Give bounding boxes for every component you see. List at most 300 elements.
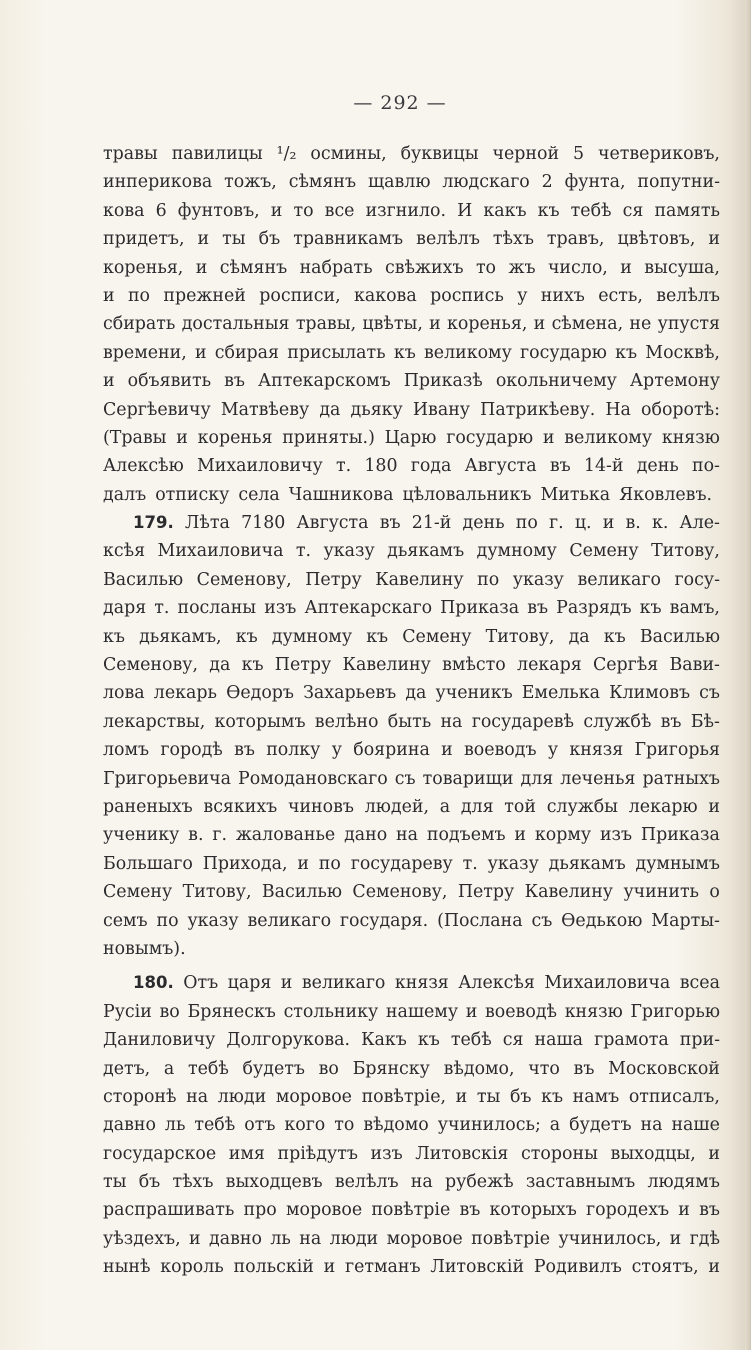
word: времени, (103, 342, 187, 363)
word: указу (187, 910, 239, 931)
word: 7180 (241, 513, 286, 534)
word: черной (492, 144, 560, 164)
word: все (324, 200, 355, 221)
word: ломъ (103, 740, 150, 761)
word: Семену (569, 541, 639, 562)
word: съ (699, 683, 720, 704)
text-line (103, 623, 720, 651)
word: сторонѣ (103, 1086, 177, 1107)
word: пріѣдутъ (277, 1143, 358, 1164)
word: т. (295, 541, 312, 562)
word: Приказа (640, 825, 720, 846)
word: ученику (103, 825, 180, 846)
word: На (605, 399, 631, 420)
word: воеводъ (463, 740, 537, 761)
word: т. (335, 456, 352, 477)
word: и (602, 513, 615, 534)
word: Василью (261, 882, 343, 903)
word: стоятъ, (631, 1257, 699, 1278)
word: повѣтріе, (361, 1086, 447, 1107)
word: и (197, 229, 210, 250)
word: Петру (274, 655, 332, 676)
word: рубежѣ (444, 1172, 514, 1193)
document-body (103, 140, 720, 1282)
word: а (439, 796, 451, 817)
word: отписку (155, 484, 230, 505)
word: Литовскій (430, 1257, 525, 1278)
word: Родивилъ (533, 1257, 622, 1278)
word: службѣ (583, 711, 652, 732)
word: наше (671, 1115, 720, 1136)
word: бъ (138, 1172, 161, 1193)
word: что (528, 1058, 560, 1079)
word: и (708, 796, 720, 817)
word: и (195, 257, 208, 278)
word: сѣмянъ (219, 257, 288, 278)
word: 6 (155, 200, 167, 221)
text-line (103, 998, 720, 1026)
word: Титову, (182, 882, 252, 903)
word: распрашивать (103, 1200, 235, 1221)
text-line (103, 935, 720, 963)
text-line (103, 1225, 720, 1253)
word: Ивану (412, 399, 471, 420)
text-line (103, 452, 720, 480)
word: службы (546, 796, 619, 817)
word: лекаря (517, 655, 582, 676)
word: ц. (574, 513, 592, 534)
word: Але- (679, 513, 720, 534)
word: Семену (402, 626, 472, 647)
text-line (103, 1083, 720, 1111)
word: да (568, 626, 590, 647)
word: при- (679, 1030, 720, 1051)
word: въ (660, 711, 682, 732)
word: великому (423, 342, 512, 363)
text-line (103, 1168, 720, 1196)
word: къ (417, 1030, 440, 1051)
word: Петру (305, 569, 362, 590)
word: Сергѣя (592, 655, 659, 676)
word: давно (209, 1228, 262, 1249)
word: Сергѣевичу (103, 399, 211, 420)
word: да (405, 683, 427, 704)
text-line (103, 878, 720, 906)
word: тебѣ (450, 1030, 492, 1051)
word: Климовъ (609, 683, 691, 704)
text-line (103, 396, 720, 424)
word: буквицы (400, 144, 479, 164)
entry-number: 179. (133, 513, 174, 533)
text-line (103, 140, 720, 168)
word: гдѣ (689, 1228, 720, 1249)
word: чиновъ (287, 796, 354, 817)
word: даря (103, 598, 147, 619)
text-line (103, 850, 720, 878)
word: попутни- (637, 172, 720, 193)
word: велѣлъ (656, 285, 720, 306)
word: въ (234, 740, 255, 761)
word: сбирать (103, 314, 176, 335)
word: а (163, 1058, 175, 1079)
text-line (103, 339, 720, 367)
word: Разрядъ (556, 598, 632, 619)
text-line (103, 594, 720, 622)
word: память (654, 200, 720, 221)
word: объявить (127, 371, 212, 392)
word: тебѣ (570, 200, 612, 221)
word: будетъ (242, 1058, 305, 1079)
text-line (103, 651, 720, 679)
word: нашему (385, 1001, 459, 1022)
word: и (194, 342, 207, 363)
word: и (297, 853, 309, 874)
word: дано (344, 825, 388, 846)
word: заставнымъ (525, 1172, 636, 1193)
word: число, (547, 257, 608, 278)
word: у (331, 740, 342, 761)
text-line (103, 1026, 720, 1054)
word: государеву (350, 853, 453, 874)
word: 180 (364, 456, 398, 477)
word: о (709, 882, 720, 903)
word: и (669, 1228, 682, 1249)
word: выходцы, (610, 1143, 696, 1164)
text-line (103, 168, 720, 196)
word: стороны (521, 1143, 598, 1164)
text-line (103, 1253, 720, 1281)
word: ся (502, 1030, 524, 1051)
word: 14-й (583, 456, 624, 477)
word: Ѳедоръ (226, 683, 294, 704)
word: на (410, 1172, 433, 1193)
word: которыхъ (489, 1200, 577, 1221)
word: Какъ (361, 1030, 407, 1051)
word: роспись (430, 285, 504, 306)
word: Артемону (629, 371, 720, 392)
word: къ (541, 1086, 564, 1107)
word: изъ (599, 825, 633, 846)
word: въ (527, 598, 549, 619)
word: тебѣ (194, 1115, 236, 1136)
word: къ (615, 342, 638, 363)
word: Титову, (651, 541, 720, 562)
entry-180-first-line (103, 969, 720, 997)
word: свѣжихъ (385, 257, 464, 278)
word: по (318, 853, 341, 874)
text-line (103, 679, 720, 707)
text-line (103, 1111, 720, 1139)
word: по- (691, 456, 720, 477)
word: фунтовъ, (177, 200, 260, 221)
word: къ (103, 626, 125, 647)
word: не (629, 314, 652, 335)
word: учинилось; (437, 1115, 541, 1136)
word: великаго (301, 973, 386, 994)
word: Отъ (183, 973, 219, 994)
word: фунта, (564, 172, 626, 193)
word: семъ (103, 910, 148, 931)
word: государю (520, 342, 607, 363)
text-line (103, 367, 720, 395)
word: людямъ (647, 1172, 720, 1193)
word: у (517, 285, 528, 306)
word: леченья (560, 768, 636, 789)
word: Москвѣ, (645, 342, 720, 363)
word: цвѣтовъ, (617, 229, 696, 250)
word: бъ (509, 1086, 532, 1107)
word: къ (366, 626, 389, 647)
word: а (549, 1115, 561, 1136)
text-line (103, 424, 720, 452)
word: упустя (657, 314, 720, 335)
word: инперикова (103, 172, 213, 193)
word: достальныя (181, 314, 290, 335)
text-line (103, 1055, 720, 1083)
word: и (533, 314, 546, 335)
word: окольничему (495, 371, 617, 392)
word: ученикъ (435, 683, 513, 704)
word: сбирая (214, 342, 280, 363)
word: грамота (594, 1030, 669, 1051)
word: по (515, 513, 538, 534)
word: то (293, 200, 314, 221)
word: боярина (353, 740, 430, 761)
word: наша (534, 1030, 584, 1051)
text-line (103, 225, 720, 253)
word: къ (235, 626, 258, 647)
text-line (103, 736, 720, 764)
word: г. (212, 825, 227, 846)
text-line (103, 282, 720, 310)
word: указу (487, 853, 539, 874)
text-line (103, 537, 720, 565)
word: лекарствы, (103, 711, 206, 732)
word: кова (103, 200, 145, 221)
word: да (319, 399, 341, 420)
word: да (209, 655, 231, 676)
word: вѣдомо (363, 1115, 429, 1136)
word: великому (564, 427, 653, 448)
word: польскій (233, 1257, 314, 1278)
word: дьякамъ (387, 541, 465, 562)
page-number: — 292 — (353, 92, 447, 114)
word: Семенову, (352, 882, 448, 903)
word: уѣздехъ, (103, 1228, 181, 1249)
word: для (460, 796, 494, 817)
word: Царю (384, 427, 437, 448)
text-line (103, 197, 720, 225)
word: Семенову, (196, 569, 292, 590)
word: Августа (464, 456, 537, 477)
word: Долгорукова. (226, 1030, 351, 1051)
word: стольнику (283, 1001, 379, 1022)
word: люди (329, 1228, 379, 1249)
word: и (455, 1086, 468, 1107)
word: Григорьевича (103, 768, 231, 789)
word: и (708, 229, 720, 250)
word: на (396, 825, 419, 846)
word: Кавелину (524, 882, 614, 903)
word: Алексѣю (103, 456, 184, 477)
word: цѣловальникъ (402, 484, 532, 505)
word: Аптекарскаго (304, 598, 433, 619)
word: Прихода, (202, 853, 288, 874)
word: Ромодановскаго (238, 768, 388, 789)
word: Михаиловичу (196, 456, 323, 477)
word: всеа (679, 973, 720, 994)
word: села (238, 484, 280, 505)
word: Даниловичу (103, 1030, 216, 1051)
word: и (103, 371, 115, 392)
word: городехъ (586, 1200, 670, 1221)
word: король (160, 1257, 224, 1278)
word: той (504, 796, 536, 817)
text-line (103, 821, 720, 849)
word: государя. (339, 910, 429, 931)
text-line (103, 254, 720, 282)
word: то (334, 1115, 355, 1136)
word: Емелька (521, 683, 601, 704)
word: высуша, (644, 257, 720, 278)
word: и (465, 1001, 478, 1022)
word: лекарю (628, 796, 698, 817)
word: ратныхъ (642, 768, 720, 789)
word: четвериковъ, (597, 144, 720, 164)
word: съ (394, 768, 416, 789)
word: придетъ, (103, 229, 185, 250)
word: для (520, 768, 554, 789)
word: т. (154, 598, 170, 619)
word: Семену (103, 882, 173, 903)
word: къ (537, 200, 560, 221)
word: лова (103, 683, 145, 704)
word: Михаиловича (544, 973, 671, 994)
word: и (176, 427, 188, 448)
word: ты (476, 1086, 501, 1107)
word: намъ (572, 1086, 620, 1107)
word: тебѣ (187, 1058, 229, 1079)
text-line (103, 708, 720, 736)
word: которымъ (214, 711, 306, 732)
word: сѣмена, (551, 314, 624, 335)
word: князя (569, 740, 624, 761)
word: подъемъ (426, 825, 506, 846)
word: отписалъ, (628, 1086, 720, 1107)
word: жъ (508, 257, 536, 278)
word: Бѣ- (690, 711, 720, 732)
word: (Послана (437, 910, 523, 931)
word: великаго (577, 569, 661, 590)
word: корму (534, 825, 592, 846)
word: день (462, 513, 505, 534)
word: думному (271, 626, 353, 647)
word: госу- (674, 569, 720, 590)
word: Митька (540, 484, 611, 505)
word: государское (103, 1143, 217, 1164)
word: прежней (163, 285, 246, 306)
word: и (189, 1228, 201, 1249)
word: и (708, 1143, 720, 1164)
word: на (640, 1115, 663, 1136)
word: и (103, 285, 115, 306)
word: Петру (457, 882, 515, 903)
word: ксѣя (103, 541, 146, 562)
word: князю (564, 1001, 623, 1022)
word: травы (103, 144, 158, 164)
word: т. (462, 853, 478, 874)
word: Приказа (440, 598, 520, 619)
word: товарищи (422, 768, 514, 789)
word: отъ (244, 1115, 276, 1136)
word: моровое (285, 1200, 363, 1221)
word: присылать (287, 342, 386, 363)
word: Русіи (103, 1001, 152, 1022)
word: учинить (623, 882, 700, 903)
word: Василью (103, 569, 184, 590)
word: къ (241, 655, 264, 676)
word: и (708, 1257, 720, 1278)
word: 21-й (411, 513, 452, 534)
word: изгнило. (365, 200, 446, 221)
word: коренья (197, 427, 273, 448)
word: повѣтріе (371, 1200, 451, 1221)
word: Кавелину (375, 569, 464, 590)
word: на (440, 711, 463, 732)
word: набрать (299, 257, 373, 278)
word: гетманъ (344, 1257, 421, 1278)
word: думнымъ (635, 853, 720, 874)
word: люди (217, 1086, 267, 1107)
word: жалованье (235, 825, 336, 846)
word: Приказѣ (403, 371, 483, 392)
word: и (441, 740, 453, 761)
word: ся (622, 200, 644, 221)
word: учинилось, (558, 1228, 662, 1249)
word: въ (549, 456, 571, 477)
word: и (429, 314, 441, 335)
word: по (156, 910, 179, 931)
word: и (542, 427, 555, 448)
word: Аптекарскомъ (257, 371, 391, 392)
entry-number: 180. (133, 973, 174, 993)
word: городѣ (160, 740, 223, 761)
word: указу (512, 569, 564, 590)
word: далъ (103, 484, 147, 505)
word: имя (228, 1143, 265, 1164)
word: князя (394, 973, 449, 994)
word: дьякамъ (548, 853, 626, 874)
word: быть (387, 711, 432, 732)
text-line (103, 1196, 720, 1224)
word: новымъ). (103, 938, 186, 959)
word: дьяку (350, 399, 403, 420)
word: Титову, (485, 626, 555, 647)
word: въ (699, 1200, 720, 1221)
word: государю (446, 427, 534, 448)
word: въ (379, 513, 401, 534)
word: щавлю (367, 172, 431, 193)
word: велѣлъ (334, 1172, 399, 1193)
word: царя (227, 973, 272, 994)
word: Августа (296, 513, 369, 534)
word: ль (270, 1228, 291, 1249)
word: какова (353, 285, 417, 306)
word: коренья, (447, 314, 528, 335)
word: въ (573, 1058, 595, 1079)
word: Брянескъ (187, 1001, 276, 1022)
word: князю (661, 427, 720, 448)
